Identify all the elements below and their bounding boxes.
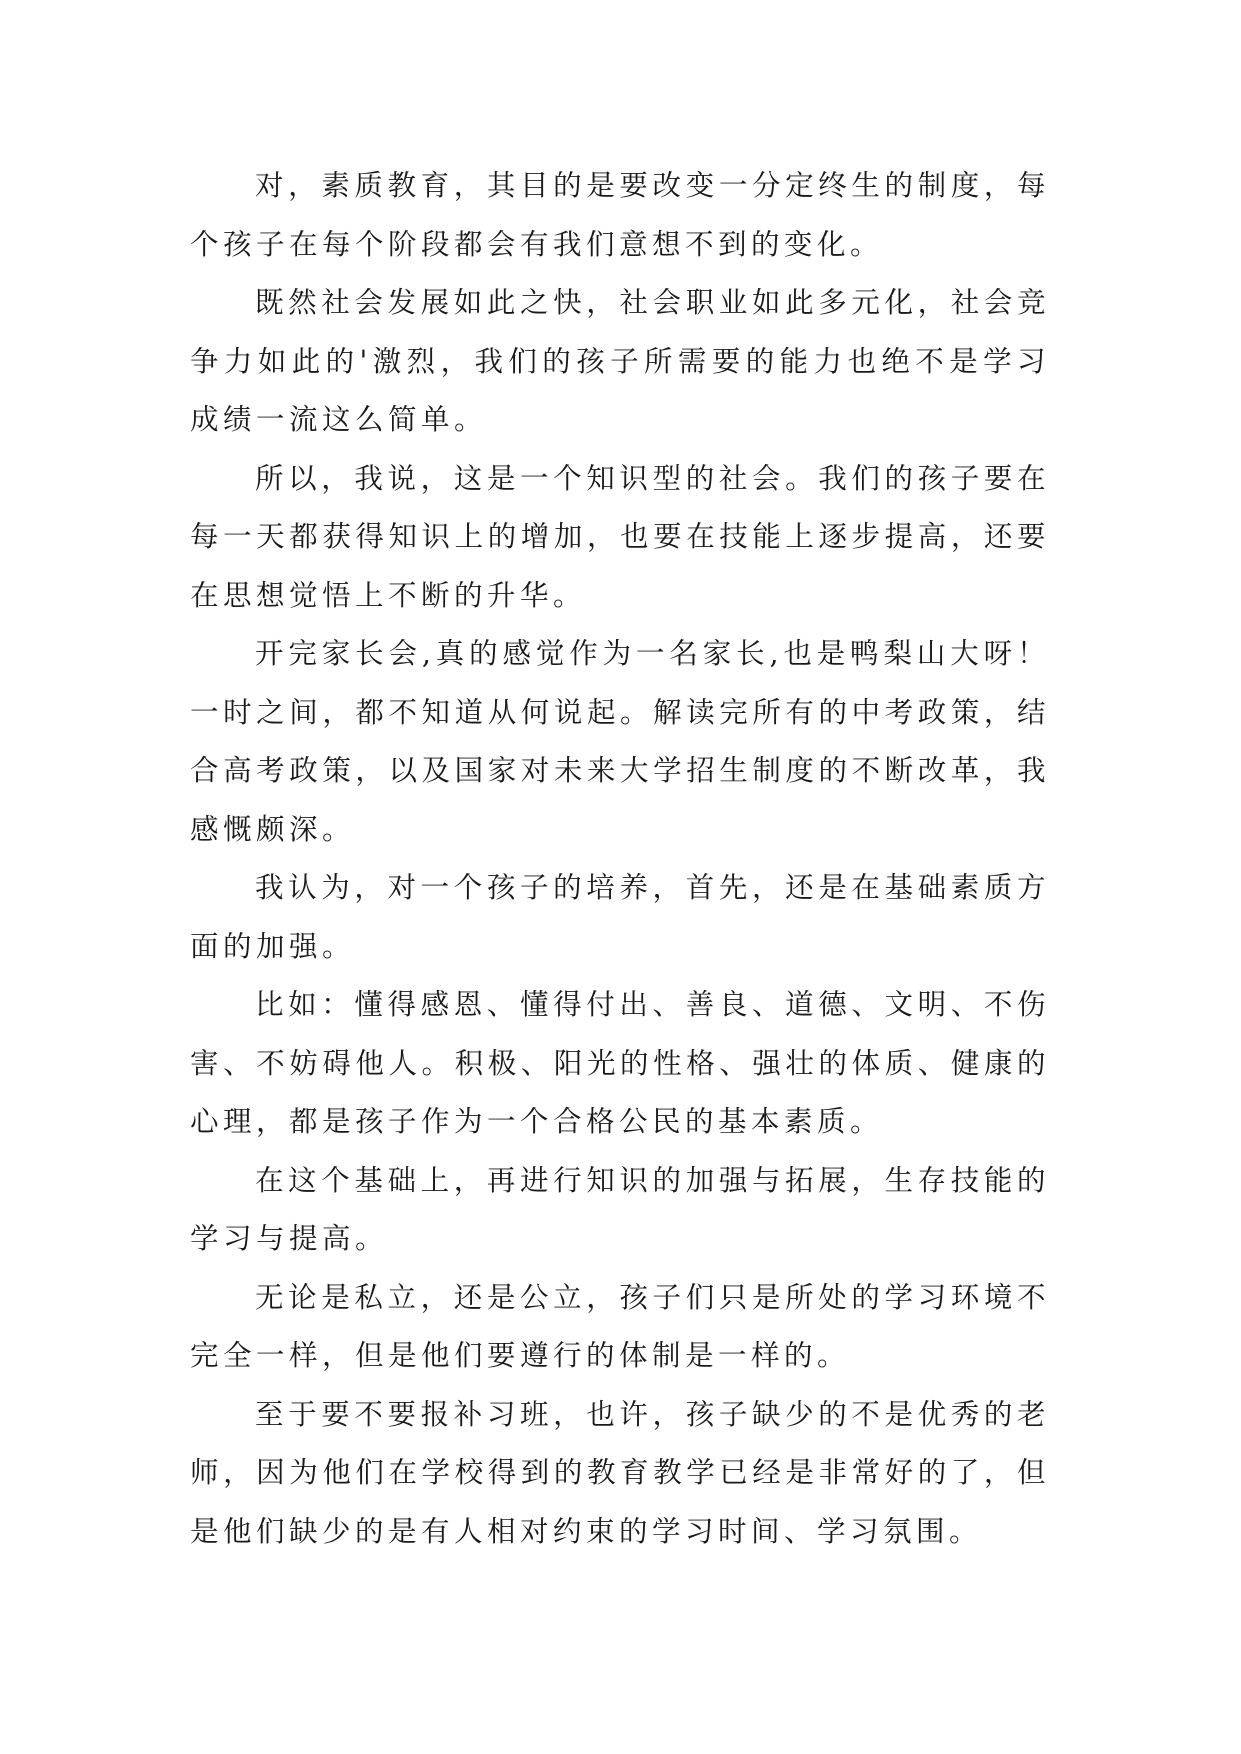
paragraph-4: 开完家长会,真的感觉作为一名家长,也是鸭梨山大呀！一时之间，都不知道从何说起。解读完所有的中考政策，结合高考政策，以及国家对未来大学招生制度的不断改革，我感慨颇深。	[190, 637, 1050, 846]
paragraph-1: 对，素质教育，其目的是要改变一分定终生的制度，每个孩子在每个阶段都会有我们意想不到的变化。	[190, 169, 1050, 261]
document-body	[190, 157, 1050, 1561]
paragraph-9: 至于要不要报补习班，也许，孩子缺少的不是优秀的老师，因为他们在学校得到的教育教学已经是非常好的了，但是他们缺少的是有人相对约束的学习时间、学习氛围。	[190, 1397, 1050, 1548]
paragraph-5: 我认为，对一个孩子的培养，首先，还是在基础素质方面的加强。	[190, 871, 1050, 963]
paragraph-3: 所以，我说，这是一个知识型的社会。我们的孩子要在每一天都获得知识上的增加，也要在技能上逐步提高，还要在思想觉悟上不断的升华。	[190, 461, 1050, 612]
paragraph-7: 在这个基础上，再进行知识的加强与拓展，生存技能的学习与提高。	[190, 1163, 1050, 1255]
paragraph-6: 比如：懂得感恩、懂得付出、善良、道德、文明、不伤害、不妨碍他人。积极、阳光的性格、强壮的体质、健康的心理，都是孩子作为一个合格公民的基本素质。	[190, 988, 1050, 1138]
paragraph-2: 既然社会发展如此之快，社会职业如此多元化，社会竞争力如此的'激烈，我们的孩子所需要的能力也绝不是学习成绩一流这么简单。	[190, 286, 1050, 436]
paragraph-8: 无论是私立，还是公立，孩子们只是所处的学习环境不完全一样，但是他们要遵行的体制是一样的。	[190, 1280, 1050, 1372]
